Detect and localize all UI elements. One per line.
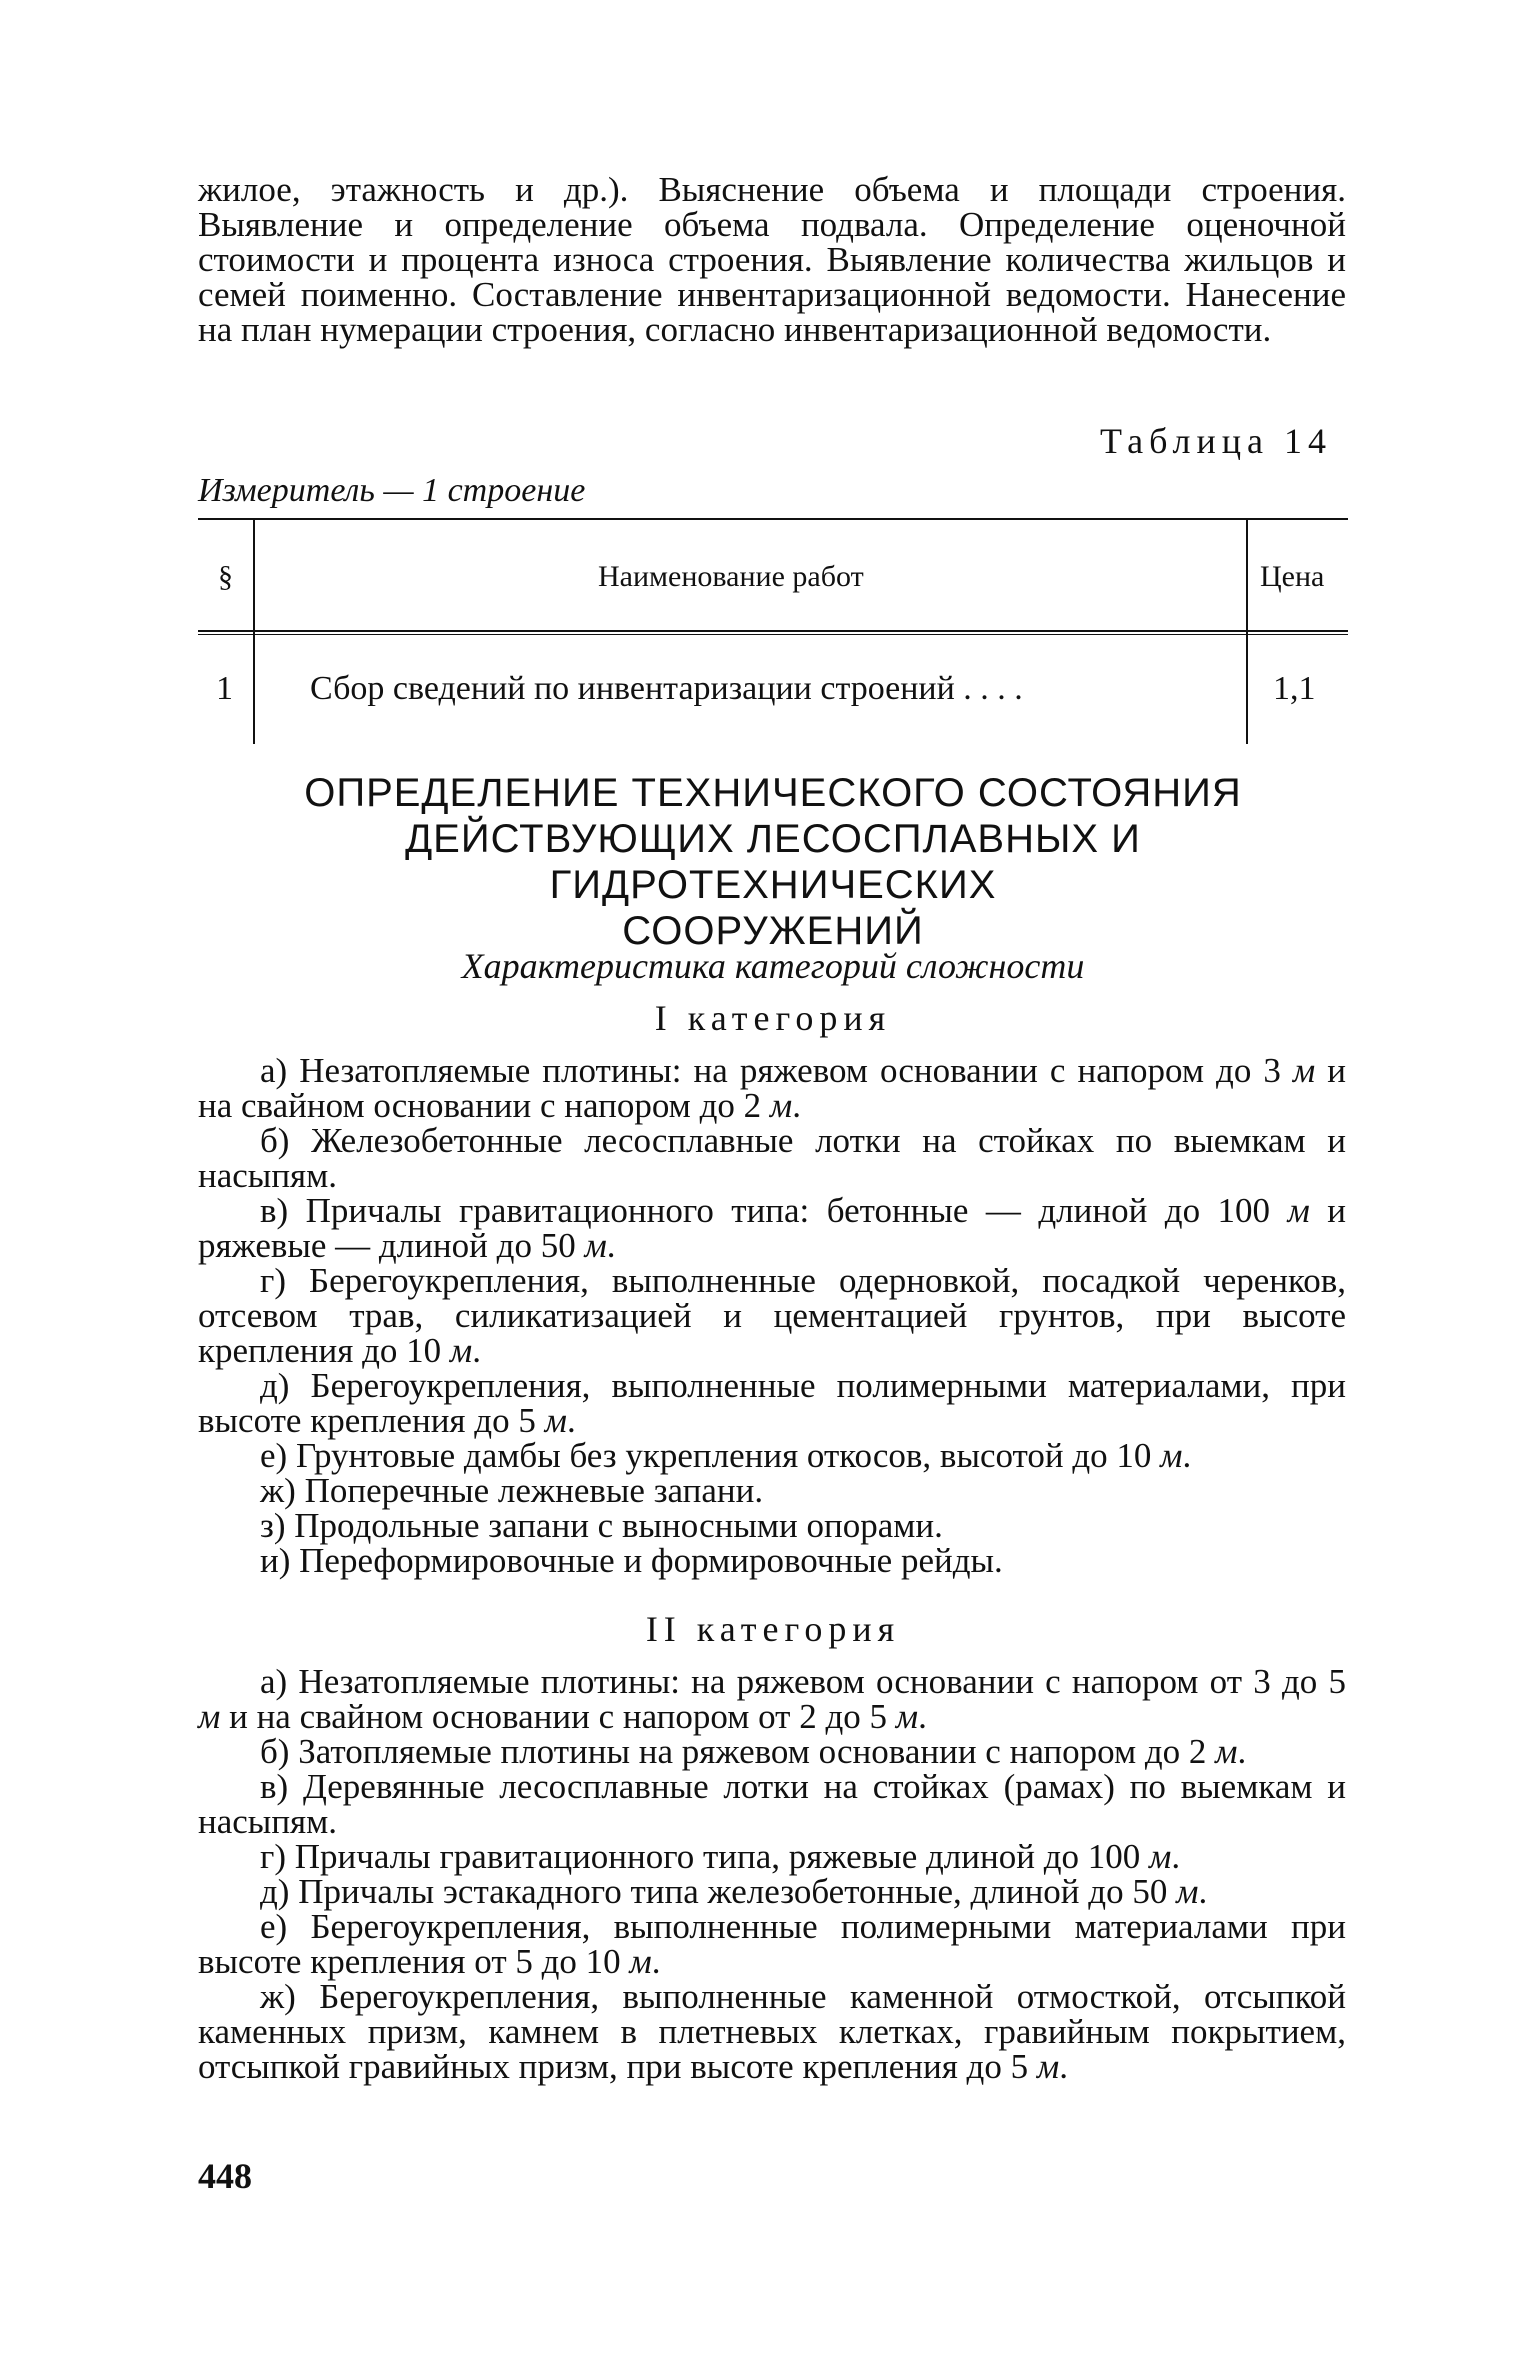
- table-caption: Таблица 14: [1100, 421, 1332, 461]
- table-header-rule: [198, 630, 1348, 632]
- subheading: Характеристика категорий сложности: [461, 946, 1085, 986]
- table-header-price: Цена: [1260, 560, 1325, 593]
- list-item: в) Деревянные лесосплавные лотки на стойках (рамах) по выемкам и насыпям.: [198, 1767, 1346, 1841]
- category-1-list: [198, 1053, 1346, 1578]
- list-item: б) Железобетонные лесосплавные лотки на стойках по выемкам и насыпям.: [198, 1121, 1346, 1195]
- list-item: в) Причалы гравитационного типа: бетонные — длиной до 100 м и ряжевые — длиной до 50 м.: [198, 1191, 1347, 1265]
- category-1-title: I категория: [654, 998, 892, 1038]
- list-item: ж) Берегоукрепления, выполненные каменной отмосткой, отсыпкой каменных призм, камнем в плетневых клетках, гравийным покрытием, отсыпкой гравийных призм, при высоте крепления до 5 м.: [198, 1977, 1346, 2086]
- table-row-price: 1,1: [1273, 670, 1316, 707]
- list-item: д) Причалы эстакадного типа железобетонные, длиной до 50 м.: [260, 1872, 1208, 1911]
- table-row-number: 1: [216, 670, 233, 707]
- list-item: е) Берегоукрепления, выполненные полимерными материалами при высоте крепления от 5 до 10 м.: [198, 1907, 1346, 1981]
- table-row-name: Сбор сведений по инвентаризации строений . . . .: [310, 670, 1023, 707]
- works-table: [198, 518, 1348, 744]
- list-item: з) Продольные запани с выносными опорами.: [260, 1506, 943, 1545]
- page-number: 448: [198, 2156, 252, 2196]
- list-item: б) Затопляемые плотины на ряжевом основании с напором до 2 м.: [260, 1732, 1247, 1771]
- list-item: а) Незатопляемые плотины: на ряжевом основании с напором от 3 до 5 м и на свайном основании с напором от 2 до 5 м.: [198, 1662, 1346, 1736]
- table-measure-unit: Измеритель — 1 строение: [198, 472, 586, 509]
- table-header-section: §: [218, 560, 233, 593]
- table-header-rule-2: [198, 634, 1348, 635]
- table-top-rule: [198, 518, 1348, 520]
- list-item: г) Причалы гравитационного типа, ряжевые длиной до 100 м.: [260, 1837, 1181, 1876]
- section-heading: ОПРЕДЕЛЕНИЕ ТЕХНИЧЕСКОГО СОСТОЯНИЯ ДЕЙСТВУЮЩИХ ЛЕСОСПЛАВНЫХ И ГИДРОТЕХНИЧЕСКИХ СООРУЖЕНИЙ: [304, 771, 1242, 953]
- category-2-title: II категория: [645, 1609, 901, 1649]
- list-item: и) Переформировочные и формировочные рейды.: [260, 1541, 1003, 1580]
- intro-paragraph: жилое, этажность и др.). Выяснение объема и площади строения. Выявление и определение объема подвала. Определение оценочной стоимости и процента износа строения. Выявление количества жильцов и семей поименно. Составление инвентаризационной ведомости. Нанесение на план нумерации строения, согласно инвентаризационной ведомости.: [198, 170, 1346, 349]
- list-item: д) Берегоукрепления, выполненные полимерными материалами, при высоте крепления до 5 м.: [198, 1366, 1346, 1440]
- list-item: е) Грунтовые дамбы без укрепления откосов, высотой до 10 м.: [260, 1436, 1192, 1475]
- category-2-list: [198, 1664, 1346, 2084]
- table-header-name: Наименование работ: [598, 560, 864, 593]
- list-item: г) Берегоукрепления, выполненные одерновкой, посадкой черенков, отсевом трав, силикатизацией и цементацией грунтов, при высоте крепления до 10 м.: [198, 1261, 1346, 1370]
- table-col-divider-1: [253, 518, 255, 744]
- list-item: а) Незатопляемые плотины: на ряжевом основании с напором до 3 м и на свайном основании с напором до 2 м.: [198, 1051, 1347, 1125]
- list-item: ж) Поперечные лежневые запани.: [260, 1471, 764, 1510]
- table-col-divider-2: [1246, 518, 1248, 744]
